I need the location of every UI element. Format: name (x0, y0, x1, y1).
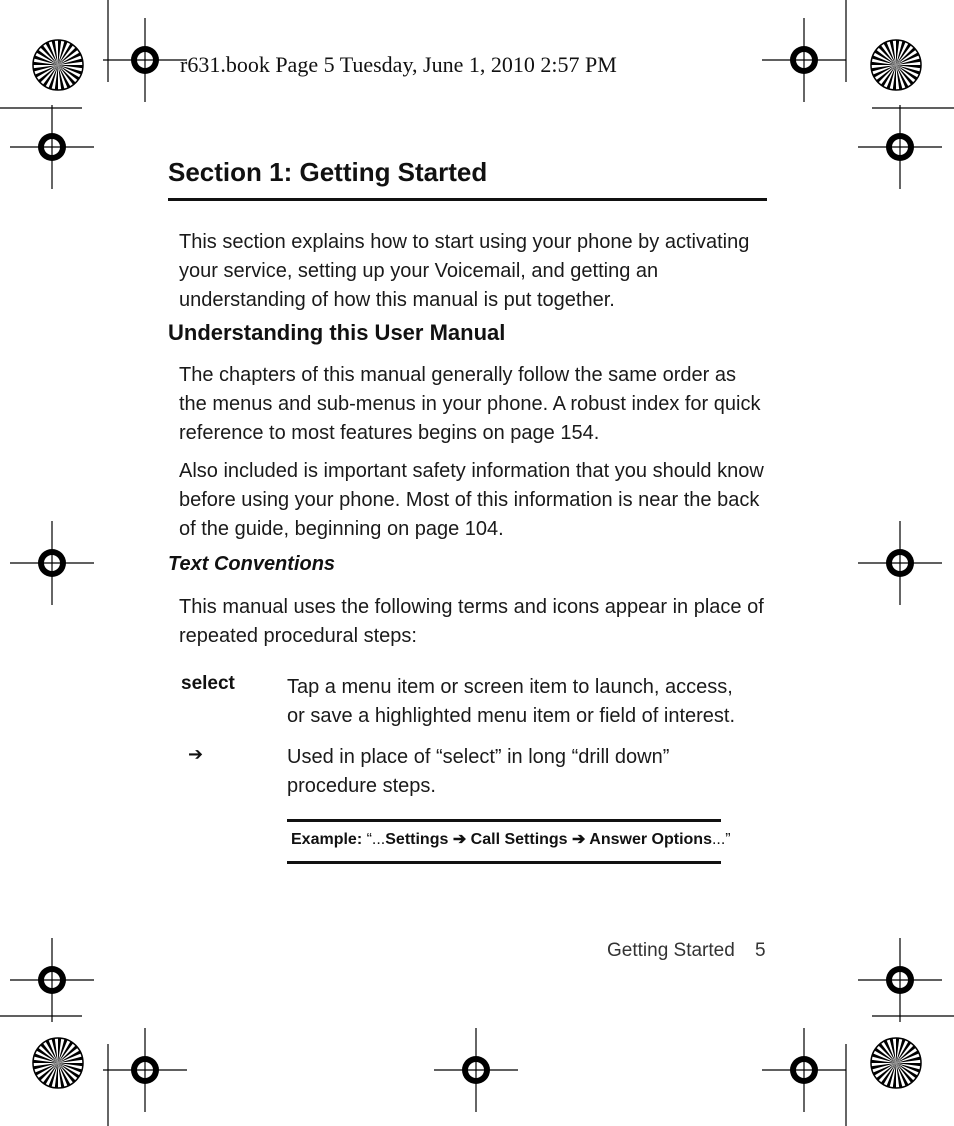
example-arrow-1: ➔ (448, 831, 471, 848)
understanding-heading: Understanding this User Manual (168, 320, 506, 345)
example-step-settings: Settings (385, 831, 449, 848)
registration-starburst (871, 40, 921, 90)
registration-crosshair (10, 938, 94, 1022)
registration-crosshair (10, 521, 94, 605)
registration-starburst (33, 40, 83, 90)
registration-crosshair (103, 18, 187, 102)
example-open-quote: “... (362, 831, 386, 848)
book-info-header: r631.book Page 5 Tuesday, June 1, 2010 2:57 PM (180, 52, 617, 77)
example-arrow-2: ➔ (567, 831, 590, 848)
example-close-quote: ...” (711, 831, 731, 848)
example-top-rule (287, 819, 721, 822)
section-title-rule (168, 198, 767, 201)
footer-section-label: Getting Started (607, 940, 735, 961)
registration-crosshair (858, 938, 942, 1022)
arrow-icon: ➔ (188, 744, 204, 765)
understanding-paragraph-1: The chapters of this manual generally follow the same order as the menus and sub-menus in your phone. A robust index for quick reference to most features begins on page 154. (179, 364, 761, 444)
registration-crosshair (858, 105, 942, 189)
term-select-definition: Tap a menu item or screen item to launch, access, or save a highlighted menu item or field of interest. (287, 676, 736, 727)
text-conventions-intro: This manual uses the following terms and icons appear in place of repeated procedural steps: (179, 596, 764, 647)
text-conventions-heading: Text Conventions (168, 553, 336, 575)
example-step-call-settings: Call Settings (470, 831, 568, 848)
registration-crosshair (10, 105, 94, 189)
term-arrow-definition: Used in place of “select” in long “drill down” procedure steps. (287, 746, 670, 797)
understanding-paragraph-2: Also included is important safety information that you should know before using your phone. Most of this information is near the back of the guide, beginning on page 104. (179, 460, 764, 540)
registration-starburst (871, 1038, 921, 1088)
intro-paragraph: This section explains how to start using your phone by activating your service, setting up your Voicemail, and getting an understanding of how this manual is put together. (179, 231, 750, 311)
registration-starburst (33, 1038, 83, 1088)
example-bottom-rule (287, 861, 721, 864)
registration-crosshair (434, 1028, 518, 1112)
registration-crosshair (858, 521, 942, 605)
registration-crosshair (762, 1028, 846, 1112)
section-title: Section 1: Getting Started (168, 157, 488, 187)
registration-crosshair (762, 18, 846, 102)
example-line (291, 829, 731, 849)
footer-page-number: 5 (755, 940, 766, 961)
term-select: select (181, 673, 235, 694)
example-label: Example: (291, 831, 363, 848)
registration-crosshair (103, 1028, 187, 1112)
example-step-answer-options: Answer Options (589, 831, 712, 848)
